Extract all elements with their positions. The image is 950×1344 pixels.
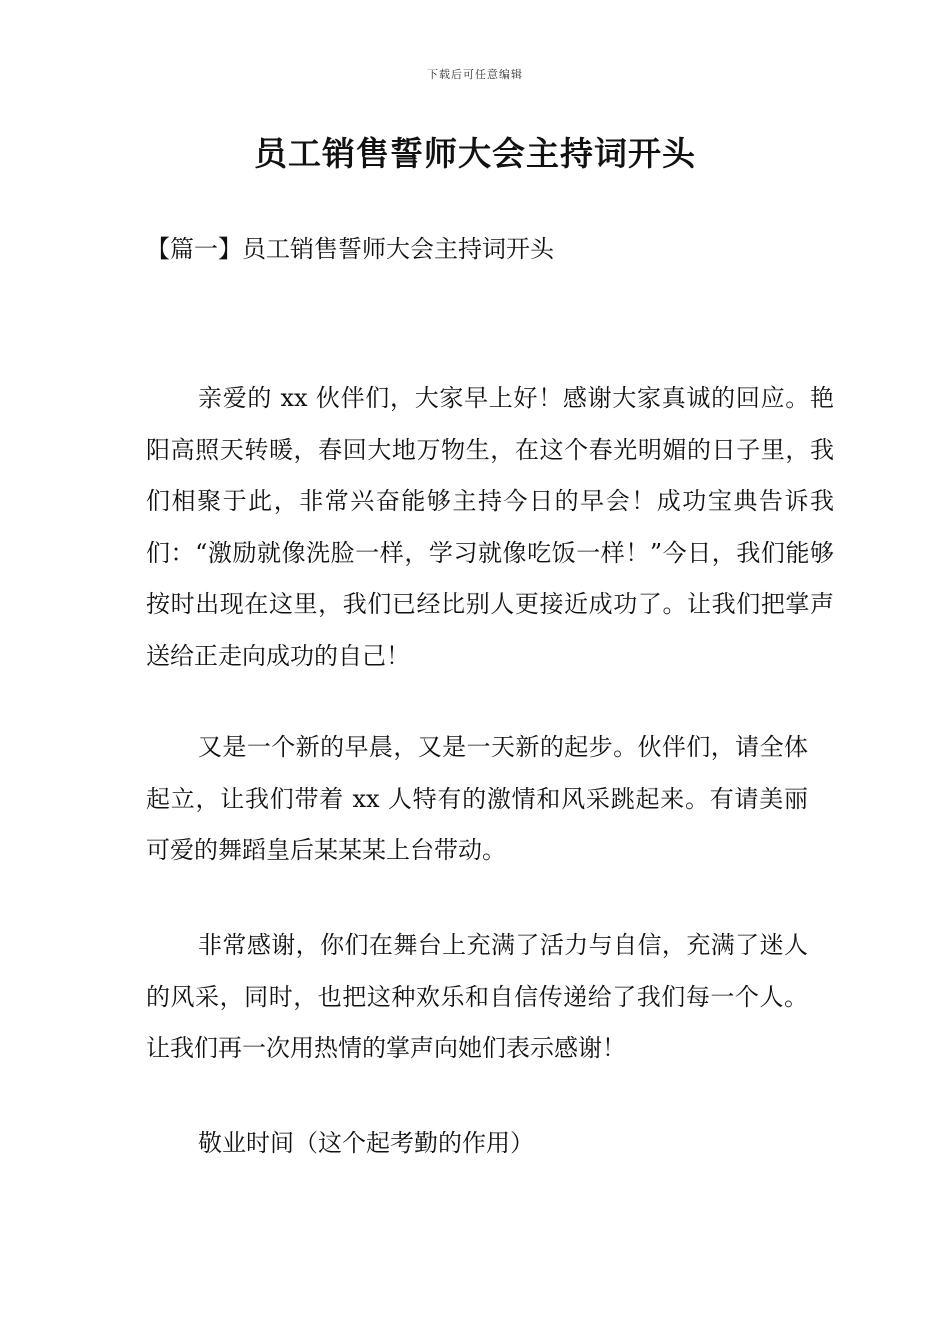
header-note: 下载后可任意编辑 <box>427 68 523 81</box>
paragraph-2: 又是一个新的早晨，又是一天新的起步。伙伴们，请全体起立，让我们带着 xx 人特有的激情和风采跳起来。有请美丽可爱的舞蹈皇后某某某上台带动。 <box>146 733 808 864</box>
paragraph-3: 非常感谢，你们在舞台上充满了活力与自信，充满了迷人的风采，同时，也把这种欢乐和自信传递给了我们每一个人。让我们再一次用热情的掌声向她们表示感谢！ <box>146 931 808 1062</box>
paragraph-1: 亲爱的 xx 伙伴们，大家早上好！感谢大家真诚的回应。艳阳高照天转暖，春回大地万物生，在这个春光明媚的日子里，我们相聚于此，非常兴奋能够主持今日的早会！成功宝典告诉我们：“激励就像洗脸一样，学习就像吃饭一样！”今日，我们能够按时出现在这里，我们已经比别人更接近成功了。让我们把掌声送给正走向成功的自己！ <box>146 384 834 670</box>
section-heading: 【篇一】员工销售誓师大会主持词开头 <box>146 235 554 263</box>
document-title: 员工销售誓师大会主持词开头 <box>254 134 696 173</box>
paragraph-4: 敬业时间（这个起考勤的作用） <box>198 1129 534 1157</box>
